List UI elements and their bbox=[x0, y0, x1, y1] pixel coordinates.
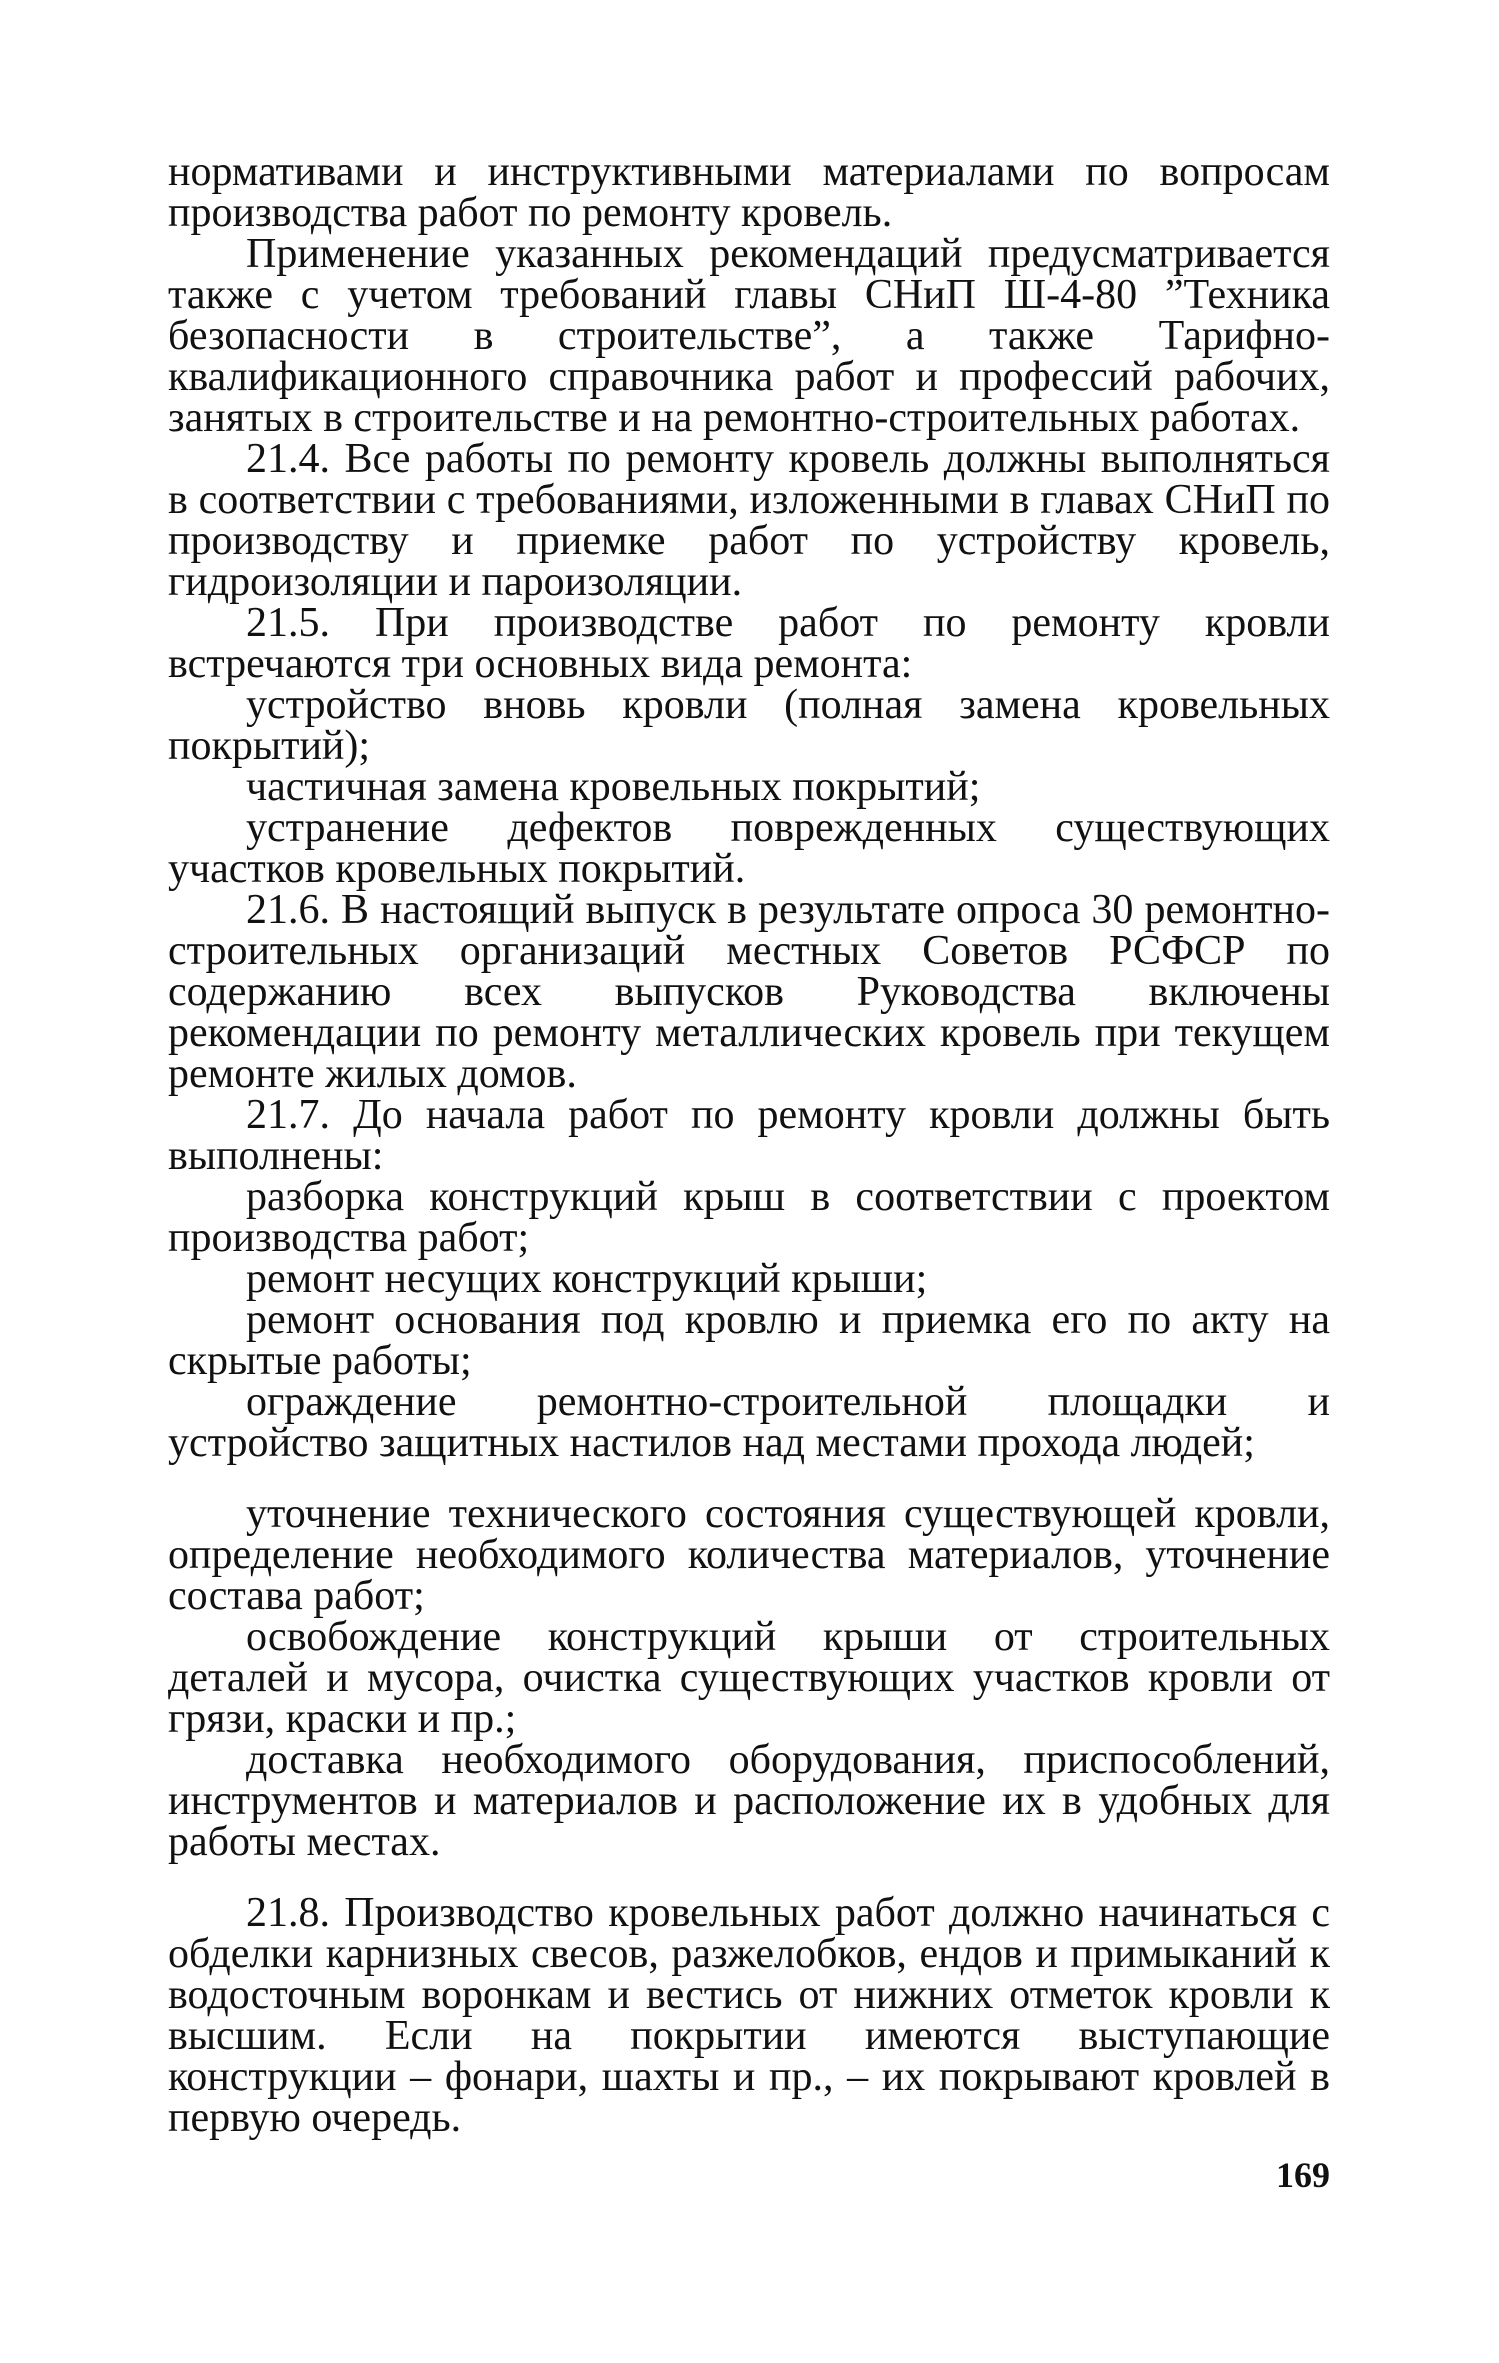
list-item: освобождение конструкций крыши от строительных деталей и мусора, очистка существующих участков кровли от грязи, краски и пр.; bbox=[168, 1614, 1330, 1742]
paragraph-21-4: 21.4. Все работы по ремонту кровель должны выполняться в соответствии с требованиями, изложенными в главах СНиП по производству и приемке работ по устройству кровель, гидроизоляции и пароизоляции. bbox=[168, 436, 1330, 605]
paragraph-continuation: нормативами и инструктивными материалами по вопросам производства работ по ремонту кровель. bbox=[168, 149, 1330, 236]
paragraph-application: Применение указанных рекомендаций предусматривается также с учетом требований главы СНиП Ш-4-80 ”Техника безопасности в строительстве”, а также Тарифно-квалификационного справочника работ и профессий рабочих, занятых в строительстве и на ремонтно-строительных работах. bbox=[168, 231, 1330, 441]
list-item: ремонт несущих конструкций крыши; bbox=[246, 1256, 928, 1302]
paragraph-21-5: 21.5. При производстве работ по ремонту кровли встречаются три основных вида ремонта: bbox=[168, 600, 1330, 687]
spacer bbox=[168, 1464, 1330, 1494]
list-item: уточнение технического состояния существующей кровли, определение необходимого количества материалов, уточнение состава работ; bbox=[168, 1491, 1330, 1619]
list-item: устройство вновь кровли (полная замена кровельных покрытий); bbox=[168, 682, 1330, 769]
paragraph-21-8: 21.8. Производство кровельных работ должно начинаться с обделки карнизных свесов, разжелобков, ендов и примыканий к водосточным воронкам и вестись от нижних отметок кровли к высшим. Если на покрытии имеются выступающие конструкции – фонари, шахты и пр., – их покрывают кровлей в первую очередь. bbox=[168, 1890, 1330, 2141]
list-item: ремонт основания под кровлю и приемка его по акту на скрытые работы; bbox=[168, 1297, 1330, 1384]
list-item: доставка необходимого оборудования, приспособлений, инструментов и материалов и расположение их в удобных для работы местах. bbox=[168, 1737, 1330, 1865]
page-body bbox=[168, 149, 1330, 2141]
page-number: 169 bbox=[1276, 2155, 1330, 2195]
list-item: частичная замена кровельных покрытий; bbox=[246, 764, 981, 810]
list-item: устранение дефектов поврежденных существующих участков кровельных покрытий. bbox=[168, 805, 1330, 892]
paragraph-21-7: 21.7. До начала работ по ремонту кровли должны быть выполнены: bbox=[168, 1092, 1330, 1179]
spacer bbox=[168, 1863, 1330, 1893]
list-item: разборка конструкций крыш в соответствии с проектом производства работ; bbox=[168, 1174, 1330, 1261]
list-item: ограждение ремонтно-строительной площадки и устройство защитных настилов над местами прохода людей; bbox=[168, 1379, 1330, 1466]
paragraph-21-6: 21.6. В настоящий выпуск в результате опроса 30 ремонтно-строительных организаций местных Советов РСФСР по содержанию всех выпусков Руководства включены рекомендации по ремонту металлических кровель при текущем ремонте жилых домов. bbox=[168, 887, 1330, 1097]
